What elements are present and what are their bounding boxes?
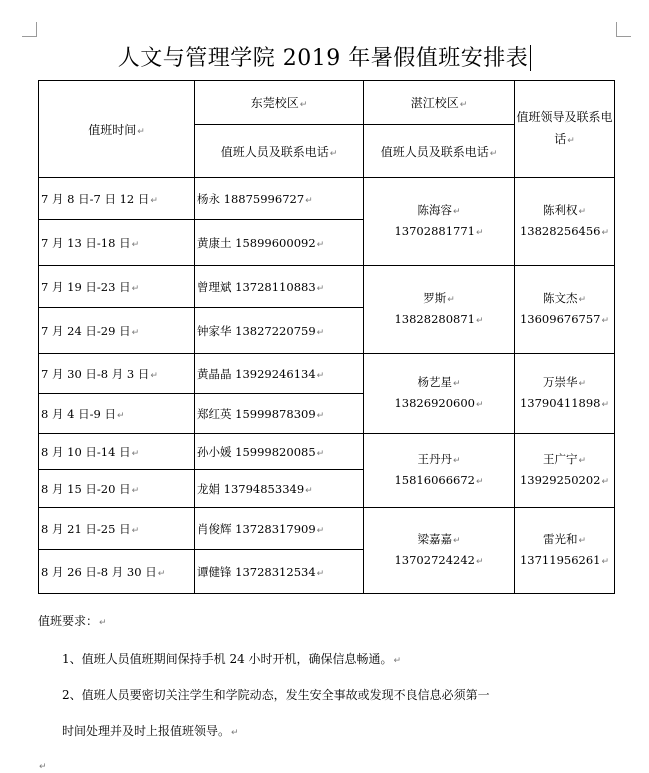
title-text: 人文与管理学院 2019 年暑假值班安排表	[117, 46, 529, 71]
text-cursor	[530, 45, 531, 71]
duty-staff-dongguan: 孙小媛 15999820085↵	[195, 434, 364, 470]
duty-staff-dongguan: 谭健锋 13728312534↵	[195, 550, 364, 594]
duty-staff-dongguan: 郑红英 15999878309↵	[195, 394, 364, 434]
duty-date: 8 月 26 日-8 月 30 日↵	[39, 550, 195, 594]
duty-leader: 万崇华↵ 13790411898↵	[515, 354, 615, 434]
duty-date: 7 月 8 日-7 日 12 日↵	[39, 178, 195, 220]
duty-staff-zhanjiang: 陈海容↵ 13702881771↵	[364, 178, 515, 266]
table-row	[39, 266, 615, 308]
duty-staff-dongguan: 黄晶晶 13929246134↵	[195, 354, 364, 394]
duty-date: 8 月 10 日-14 日↵	[39, 434, 195, 470]
requirement-item-2-line-1: 2、值班人员要密切关注学生和学院动态，发生安全事故或发现不良信息必须第一	[62, 688, 490, 702]
duty-staff-dongguan: 曾理斌 13728110883↵	[195, 266, 364, 308]
header-staff-dongguan: 值班人员及联系电话↵	[195, 125, 364, 178]
duty-staff-zhanjiang: 梁嘉嘉↵ 13702724242↵	[364, 508, 515, 594]
crop-mark-top-left	[22, 22, 37, 37]
duty-staff-zhanjiang: 杨艺星↵ 13826920600↵	[364, 354, 515, 434]
duty-date: 7 月 30 日-8 月 3 日↵	[39, 354, 195, 394]
duty-date: 7 月 13 日-18 日↵	[39, 220, 195, 266]
duty-staff-dongguan: 肖俊辉 13728317909↵	[195, 508, 364, 550]
duty-date: 8 月 4 日-9 日↵	[39, 394, 195, 434]
requirement-item-2-line-2: 时间处理并及时上报值班领导。↵	[62, 724, 239, 738]
schedule-body	[39, 178, 615, 594]
duty-staff-zhanjiang: 王丹丹↵ 15816066672↵	[364, 434, 515, 508]
duty-staff-dongguan: 黄康土 15899600092↵	[195, 220, 364, 266]
duty-date: 7 月 19 日-23 日↵	[39, 266, 195, 308]
table-row	[39, 354, 615, 394]
empty-paragraph-mark: ↵	[39, 762, 47, 772]
table-row	[39, 508, 615, 550]
requirement-item-1: 1、值班人员值班期间保持手机 24 小时开机，确保信息畅通。↵	[62, 652, 402, 666]
document-title[interactable]	[0, 44, 649, 74]
duty-staff-dongguan: 龙娟 13794853349↵	[195, 470, 364, 508]
header-leader: 值班领导及联系电话↵	[515, 81, 615, 178]
duty-leader: 王广宁↵ 13929250202↵	[515, 434, 615, 508]
header-staff-zhanjiang: 值班人员及联系电话↵	[364, 125, 515, 178]
header-dongguan: 东莞校区↵	[195, 81, 364, 125]
duty-leader: 雷光和↵ 13711956261↵	[515, 508, 615, 594]
duty-schedule-table	[38, 80, 615, 594]
header-zhanjiang: 湛江校区↵	[364, 81, 515, 125]
table-row	[39, 434, 615, 470]
duty-staff-zhanjiang: 罗斯↵ 13828280871↵	[364, 266, 515, 354]
crop-mark-top-right	[616, 22, 631, 37]
duty-staff-dongguan: 钟家华 13827220759↵	[195, 308, 364, 354]
header-time: 值班时间↵	[39, 81, 195, 178]
duty-date: 7 月 24 日-29 日↵	[39, 308, 195, 354]
table-row	[39, 178, 615, 220]
duty-leader: 陈利权↵ 13828256456↵	[515, 178, 615, 266]
duty-leader: 陈文杰↵ 13609676757↵	[515, 266, 615, 354]
duty-date: 8 月 15 日-20 日↵	[39, 470, 195, 508]
duty-date: 8 月 21 日-25 日↵	[39, 508, 195, 550]
requirements-heading: 值班要求：↵	[38, 614, 107, 628]
duty-staff-dongguan: 杨永 18875996727↵	[195, 178, 364, 220]
